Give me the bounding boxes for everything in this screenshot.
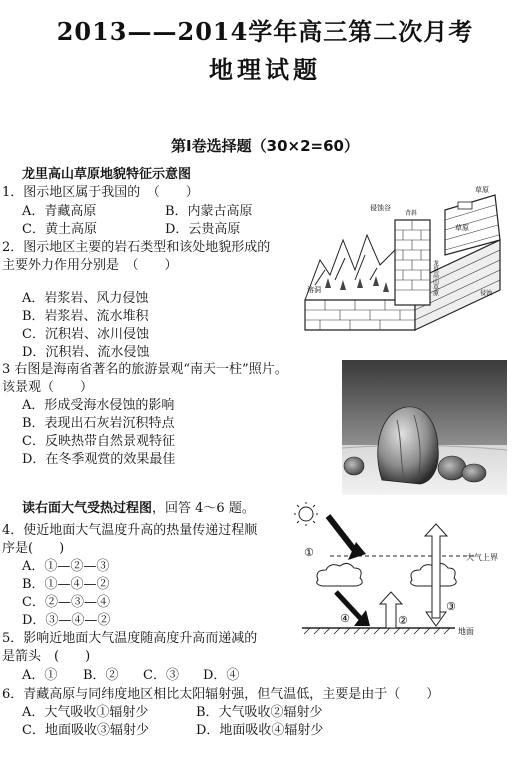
label-ground: 地面 (458, 627, 474, 636)
intro-bold: 读右面大气受热过程图 (22, 501, 153, 516)
diagram1-label-grassland-top: 草原 (475, 186, 489, 194)
page-title: 2013——2014学年高三第二次月考 (56, 17, 474, 46)
q2-option-b: B．岩浆岩、流水堆积 (22, 309, 149, 324)
q2-option-c: C．沉积岩、冰川侵蚀 (22, 327, 149, 342)
q1-option-b: B．内蒙古高原 (165, 204, 253, 219)
q3-option-d: D．在冬季观赏的效果最佳 (22, 452, 176, 467)
page-subtitle: 地理试题 (209, 55, 321, 84)
arrow-label-4: ④ (340, 612, 350, 625)
q1-option-c: C．黄土高原 (22, 222, 97, 237)
q5-option-d: D．④ (203, 668, 240, 683)
q3-option-c: C．反映热带自然景观特征 (22, 434, 175, 449)
q3-option-b: B．表现出石灰岩沉积特点 (22, 416, 175, 431)
q3-option-a: A．形成受海水侵蚀的影响 (22, 398, 175, 413)
q4-option-c: C．②—③—④ (22, 595, 110, 610)
intro-rest: ，回答 4～6 题。 (152, 501, 255, 516)
q2-option-a: A．岩浆岩、风力侵蚀 (22, 291, 149, 306)
q5-option-b: B．② (83, 668, 119, 683)
arrow-label-3: ③ (446, 600, 456, 613)
q5-option-a: A．① (22, 668, 58, 683)
q1-option-a: A．青藏高原 (22, 204, 97, 219)
section-heading: 第Ⅰ卷选择题（30×2=60） (171, 137, 359, 155)
diagram1-label-anticline: 背斜 (405, 210, 418, 217)
diagram1-label-cave: 溶洞 (307, 286, 321, 294)
diagram1-label-valley: 侵蚀谷 (370, 204, 391, 212)
q6-option-a: A．大气吸收①辐射少 (22, 705, 149, 720)
q6-stem: 6．青藏高原与同纬度地区相比太阳辐射强，但气温低，主要是由于（ ） (2, 687, 440, 702)
sun-icon (294, 502, 318, 526)
q3-stem-line2: 该景观（ ） (2, 380, 94, 395)
arrow-label-2: ② (398, 614, 408, 627)
q1-stem: 1．图示地区属于我国的 （ ） (2, 185, 199, 200)
q6-option-d: D．地面吸收④辐射少 (196, 723, 324, 738)
q1-option-d: D．云贵高原 (165, 222, 241, 237)
arrow-label-1: ① (304, 546, 314, 559)
diagram1-label-erosion: 侵蚀 (480, 290, 493, 297)
q3-stem-line1: 3 右图是海南省著名的旅游景观“南天一柱”照片。 (2, 362, 288, 377)
q2-option-d: D．沉积岩、流水侵蚀 (22, 345, 150, 360)
q2-stem-line2: 主要外力作用分别是 （ ） (2, 258, 178, 273)
q5-stem-line1: 5．影响近地面大气温度随高度升高而递减的 (2, 631, 258, 646)
q6-option-b: B．大气吸收②辐射少 (196, 705, 323, 720)
q2-stem-line1: 2．图示地区主要的岩石类型和该处地貌形成的 (2, 240, 271, 255)
diagram1-label-grassland: 草原 (455, 224, 469, 232)
q5-stem-line2: 是箭头 ( ) (2, 649, 91, 664)
q4-option-b: B．①—④—② (22, 577, 110, 592)
q4-stem-line2: 序是( ) (2, 541, 65, 556)
landform-block-diagram (295, 180, 510, 340)
q6-option-c: C．地面吸收③辐射少 (22, 723, 149, 738)
nantian-yizhu-photo (342, 360, 507, 495)
q4-option-a: A．①—②—③ (22, 559, 110, 574)
atmospheric-heating-diagram (290, 500, 520, 650)
q5-option-c: C．③ (143, 668, 179, 683)
figure1-caption: 龙里高山草原地貌特征示意图 (22, 167, 192, 182)
label-upper-atmosphere: 大气上界 (466, 553, 498, 562)
q4-stem-line1: 4．使近地面大气温度升高的热量传递过程顺 (2, 523, 258, 538)
q4-option-d: D．③—④—② (22, 613, 111, 628)
diagram1-label-meadow: 龙里高山草原 (431, 260, 439, 296)
q4-6-intro (22, 500, 255, 517)
